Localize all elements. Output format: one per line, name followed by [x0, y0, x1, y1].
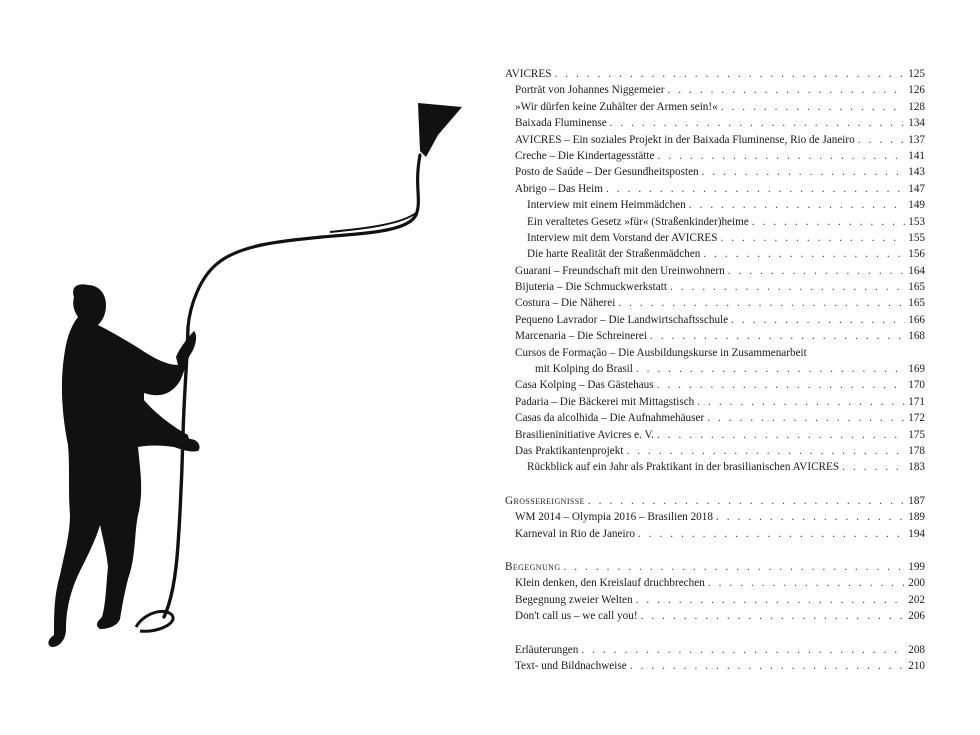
- dot-leader: [588, 493, 905, 509]
- toc-entry-title: Die harte Realität der Straßenmädchen: [527, 248, 701, 261]
- toc-entry-title: Ein veraltetes Gesetz »für« (Straßenkinder)heime: [527, 215, 749, 228]
- dot-leader: [626, 443, 905, 459]
- dot-leader: [657, 377, 906, 393]
- toc-entry-title: mit Kolping do Brasil: [535, 363, 633, 376]
- toc-entry: [505, 164, 925, 180]
- toc-entry-page: 210: [908, 659, 925, 672]
- toc-entry-page: 194: [908, 527, 925, 540]
- toc-entry-title: Costura – Die Näherei: [515, 297, 616, 310]
- toc-entry-page: 134: [908, 117, 925, 130]
- toc-entry: [505, 115, 925, 131]
- toc-entry-page: 126: [908, 84, 925, 97]
- toc-entry: [505, 592, 925, 608]
- toc-entry-title: Interview mit einem Heimmädchen: [527, 199, 686, 212]
- toc-entry-title: Porträt von Johannes Niggemeier: [515, 84, 665, 97]
- dot-leader: [703, 246, 905, 262]
- toc-entry: [505, 214, 925, 230]
- dot-leader: [716, 509, 905, 525]
- toc-entry-title: Cursos de Formação – Die Ausbildungskurse in Zusammenarbeit: [515, 346, 807, 359]
- toc-entry-title: Baixada Fluminense: [515, 117, 607, 130]
- toc-entry-page: 143: [908, 166, 925, 179]
- toc-entry-page: 183: [908, 461, 925, 474]
- toc-entry-title: WM 2014 – Olympia 2016 – Brasilien 2018: [515, 511, 713, 524]
- toc-entry-title: Creche – Die Kindertagesstätte: [515, 149, 655, 162]
- toc-entry-page: 187: [908, 494, 925, 507]
- dot-leader: [697, 394, 905, 410]
- toc-entry-page: 175: [908, 428, 925, 441]
- toc-entry: [505, 493, 925, 509]
- toc-entry-page: 206: [908, 610, 925, 623]
- toc-entry: [505, 99, 925, 115]
- toc-entry: [505, 658, 925, 674]
- toc-entry: [505, 377, 925, 393]
- toc-entry-title: Begegnung: [505, 560, 561, 573]
- toc-entry-title: Klein denken, den Kreislauf druchbrechen: [515, 577, 705, 590]
- person-silhouette: [48, 284, 199, 647]
- toc-entry-page: 141: [908, 149, 925, 162]
- toc-entry-title: Rückblick auf ein Jahr als Praktikant in der brasilianischen AVICRES: [527, 461, 840, 474]
- toc-entry-page: 199: [908, 560, 925, 573]
- toc-entry-title: Guarani – Freundschaft mit den Ureinwohnern: [515, 264, 725, 277]
- toc-entry-title: Posto de Saúde – Der Gesundheitsposten: [515, 166, 699, 179]
- dot-leader: [720, 230, 905, 246]
- dot-leader: [670, 279, 905, 295]
- toc-entry-title: Padaria – Die Bäckerei mit Mittagstisch: [515, 395, 695, 408]
- dot-leader: [707, 410, 905, 426]
- toc-entry-page: 178: [908, 444, 925, 457]
- dot-leader: [721, 99, 906, 115]
- toc-entry-title: Text- und Bildnachweise: [515, 659, 627, 672]
- dot-leader: [636, 361, 905, 377]
- toc-entry: [505, 246, 925, 262]
- toc-entry-title: Casas da alcolhida – Die Aufnahmehäuser: [515, 412, 705, 425]
- toc-entry: [505, 427, 925, 443]
- toc-entry: [505, 459, 925, 475]
- toc-entry-title: Pequeno Lavrador – Die Landwirtschaftsschule: [515, 313, 729, 326]
- toc-entry-title: Erläuterungen: [515, 643, 579, 656]
- toc-entry-page: 147: [908, 182, 925, 195]
- toc-entry: [505, 328, 925, 344]
- toc-entry-page: 202: [908, 593, 925, 606]
- toc-entry-page: 200: [908, 577, 925, 590]
- toc-entry: [505, 642, 925, 658]
- toc-entry-title: AVICRES – Ein soziales Projekt in der Baixada Fluminense, Rio de Janeiro: [515, 133, 855, 146]
- toc-entry-page: 156: [908, 248, 925, 261]
- dot-leader: [630, 658, 906, 674]
- dot-leader: [610, 115, 906, 131]
- toc-entry-page: 149: [908, 199, 925, 212]
- toc-entry-title: Das Praktikantenprojekt: [515, 444, 624, 457]
- toc-entry-title: Interview mit dem Vorstand der AVICRES: [527, 231, 718, 244]
- toc-entry-title: AVICRES: [505, 68, 552, 80]
- toc-entry: [505, 526, 925, 542]
- toc-entry: [505, 345, 925, 361]
- toc-entry-page: 165: [908, 281, 925, 294]
- dot-leader: [657, 427, 905, 443]
- toc-entry: [505, 263, 925, 279]
- toc-entry: [505, 279, 925, 295]
- dot-leader: [752, 214, 905, 230]
- dot-leader: [708, 575, 905, 591]
- toc-entry-page: 171: [908, 395, 925, 408]
- toc-entry-title: »Wir dürfen keine Zuhälter der Armen sein!«: [515, 100, 718, 113]
- toc-entry-page: 166: [908, 313, 925, 326]
- dot-leader: [650, 328, 905, 344]
- dot-leader: [606, 181, 905, 197]
- toc-entry: [505, 394, 925, 410]
- dot-leader: [638, 526, 905, 542]
- toc-entry-page: 137: [908, 133, 925, 146]
- toc-entry-page: 125: [908, 68, 925, 80]
- toc-entry: [505, 608, 925, 624]
- toc-entry-page: 169: [908, 363, 925, 376]
- toc-entry-title: Karneval in Rio de Janeiro: [515, 527, 635, 540]
- toc-entry: [505, 509, 925, 525]
- dot-leader: [702, 164, 906, 180]
- dot-leader: [842, 459, 905, 475]
- toc-entry-page: 164: [908, 264, 925, 277]
- toc-entry: [505, 443, 925, 459]
- toc-entry-page: 153: [908, 215, 925, 228]
- toc-entry: [505, 181, 925, 197]
- toc-entry: [505, 132, 925, 148]
- toc-entry: [505, 295, 925, 311]
- toc-entry-page: 172: [908, 412, 925, 425]
- toc-entry: [505, 575, 925, 591]
- toc-entry: [505, 410, 925, 426]
- toc-entry-title: Abrigo – Das Heim: [515, 182, 603, 195]
- toc-entry-page: 168: [908, 330, 925, 343]
- dot-leader: [554, 66, 905, 82]
- toc-entry: [505, 230, 925, 246]
- toc-entry-title: Marcenaria – Die Schreinerei: [515, 330, 648, 343]
- dot-leader: [731, 312, 905, 328]
- kite-icon: [418, 103, 462, 157]
- toc-entry: [505, 361, 925, 377]
- toc-entry-page: 189: [908, 511, 925, 524]
- toc-entry: [505, 82, 925, 98]
- toc-entry: [505, 312, 925, 328]
- toc-entry-page: 170: [908, 379, 925, 392]
- toc-entry-title: Bijuteria – Die Schmuckwerkstatt: [515, 281, 667, 294]
- dot-leader: [858, 132, 905, 148]
- dot-leader: [564, 559, 906, 575]
- toc-entry-page: 128: [908, 100, 925, 113]
- toc-entry-page: 165: [908, 297, 925, 310]
- toc-entry: [505, 66, 925, 82]
- toc-entry: [505, 148, 925, 164]
- toc-entry-title: Brasilieninitiative Avicres e. V.: [515, 428, 654, 441]
- toc-entry-title: Begegnung zweier Welten: [515, 593, 633, 606]
- table-of-contents: [505, 66, 925, 674]
- figure-with-kite-silhouette-icon: [40, 95, 480, 675]
- toc-entry: [505, 559, 925, 575]
- dot-leader: [689, 197, 905, 213]
- kite-string: [188, 155, 420, 327]
- dot-leader: [636, 592, 906, 608]
- toc-entry-page: 155: [908, 231, 925, 244]
- dot-leader: [657, 148, 905, 164]
- dot-leader: [618, 295, 905, 311]
- toc-entry-title: Grossereignisse: [505, 494, 585, 507]
- toc-entry-title: Casa Kolping – Das Gästehaus: [515, 379, 654, 392]
- toc-entry: [505, 197, 925, 213]
- toc-entry-page: 208: [908, 643, 925, 656]
- dot-leader: [667, 82, 905, 98]
- dot-leader: [728, 263, 906, 279]
- dot-leader: [581, 642, 905, 658]
- toc-entry-title: Don't call us – we call you!: [515, 610, 638, 623]
- dot-leader: [641, 608, 906, 624]
